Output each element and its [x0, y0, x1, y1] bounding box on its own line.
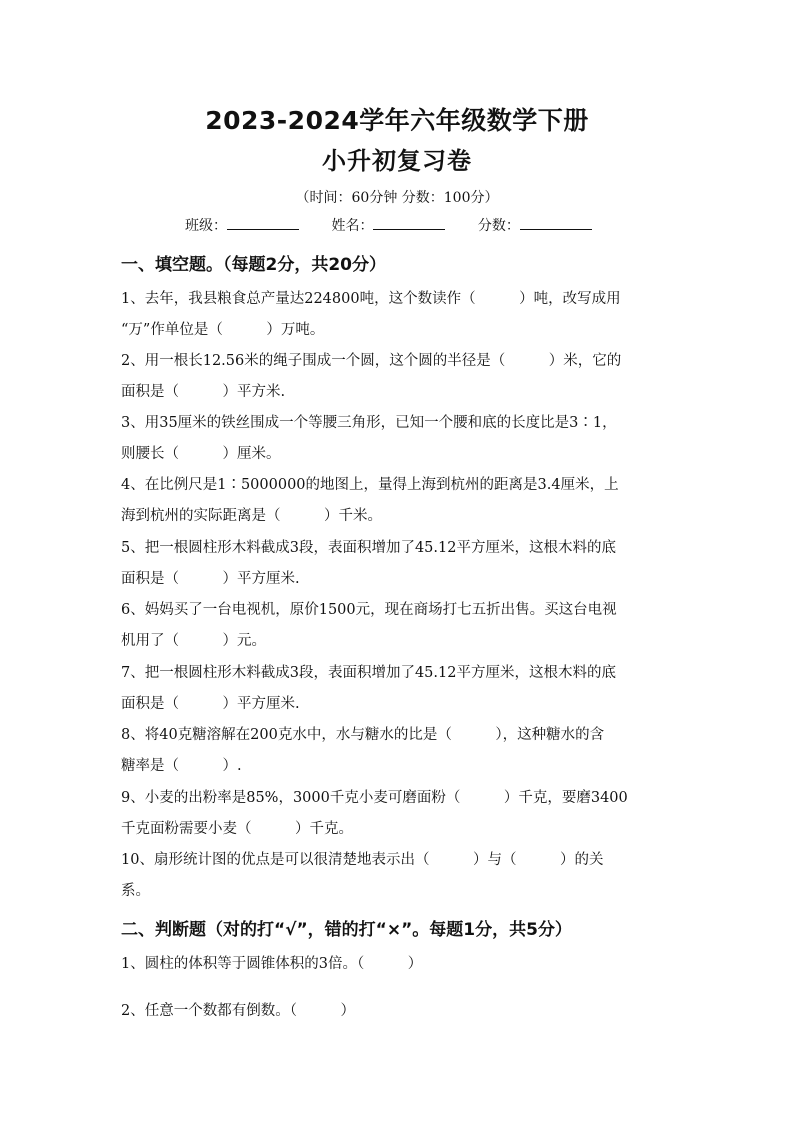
class-label: 班级： — [185, 218, 227, 234]
section-heading-true-false: 二、判断题（对的打“√”，错的打“×”。每题1分，共5分） — [121, 920, 572, 940]
question-9 — [121, 783, 681, 845]
question-line: “万”作单位是（ ）万吨。 — [121, 322, 325, 338]
name-label: 姓名： — [331, 218, 374, 234]
question-line: 9、小麦的出粉率是85%，3000千克小麦可磨面粉（ ）千克，要磨3400 — [121, 790, 628, 806]
question-line: 1、去年，我县粮食总产量达224800吨，这个数读作（ ）吨，改写成用 — [121, 291, 621, 307]
question-line: 糖率是（ ）. — [121, 758, 242, 774]
question-line: 面积是（ ）平方米. — [121, 384, 286, 400]
question-line: 5、把一根圆柱形木料截成3段，表面积增加了45.12平方厘米，这根木料的底 — [121, 540, 616, 556]
question-7 — [121, 658, 681, 720]
class-blank[interactable] — [227, 215, 299, 230]
question-line: 千克面粉需要小麦（ ）千克。 — [121, 821, 353, 837]
question-line: 系。 — [121, 883, 150, 899]
question-5 — [121, 533, 681, 595]
question-4 — [121, 470, 681, 532]
question-line: 7、把一根圆柱形木料截成3段，表面积增加了45.12平方厘米，这根木料的底 — [121, 665, 616, 681]
question-6 — [121, 595, 681, 657]
question-line: 2、任意一个数都有倒数。（ ） — [121, 1003, 355, 1019]
question-line: 面积是（ ）平方厘米. — [121, 571, 300, 587]
question-10 — [121, 845, 681, 907]
name-blank[interactable] — [373, 215, 445, 230]
question-line: 3、用35厘米的铁丝围成一个等腰三角形，已知一个腰和底的长度比是3∶1， — [121, 415, 617, 431]
question-line: 2、用一根长12.56米的绳子围成一个圆，这个圆的半径是（ ）米，它的 — [121, 353, 622, 369]
student-info-fields — [185, 215, 620, 235]
exam-time-score-info: （时间：60分钟 分数：100分） — [295, 190, 499, 206]
question-line: 海到杭州的实际距离是（ ）千米。 — [121, 508, 382, 524]
question-8 — [121, 720, 681, 782]
question-line: 4、在比例尺是1∶5000000的地图上，量得上海到杭州的距离是3.4厘米，上 — [121, 477, 619, 493]
question-line: 8、将40克糖溶解在200克水中，水与糖水的比是（ ），这种糖水的含 — [121, 727, 605, 743]
question-2 — [121, 346, 681, 408]
question-1 — [121, 284, 681, 346]
judge-question-2 — [121, 996, 681, 1027]
question-line: 1、圆柱的体积等于圆锥体积的3倍。（ ） — [121, 956, 423, 972]
question-line: 机用了（ ）元。 — [121, 633, 266, 649]
question-line: 面积是（ ）平方厘米. — [121, 696, 300, 712]
question-line: 10、扇形统计图的优点是可以很清楚地表示出（ ）与（ ）的关 — [121, 852, 604, 868]
section-heading-fill-in: 一、填空题。（每题2分，共20分） — [121, 255, 386, 275]
question-line: 则腰长（ ）厘米。 — [121, 446, 281, 462]
judge-question-1 — [121, 949, 681, 980]
score-blank[interactable] — [520, 215, 592, 230]
exam-subtitle: 小升初复习卷 — [322, 147, 472, 175]
exam-title: 2023-2024学年六年级数学下册 — [205, 106, 589, 135]
question-3 — [121, 408, 681, 470]
question-line: 6、妈妈买了一台电视机，原价1500元，现在商场打七五折出售。买这台电视 — [121, 602, 617, 618]
score-label: 分数： — [477, 218, 520, 234]
